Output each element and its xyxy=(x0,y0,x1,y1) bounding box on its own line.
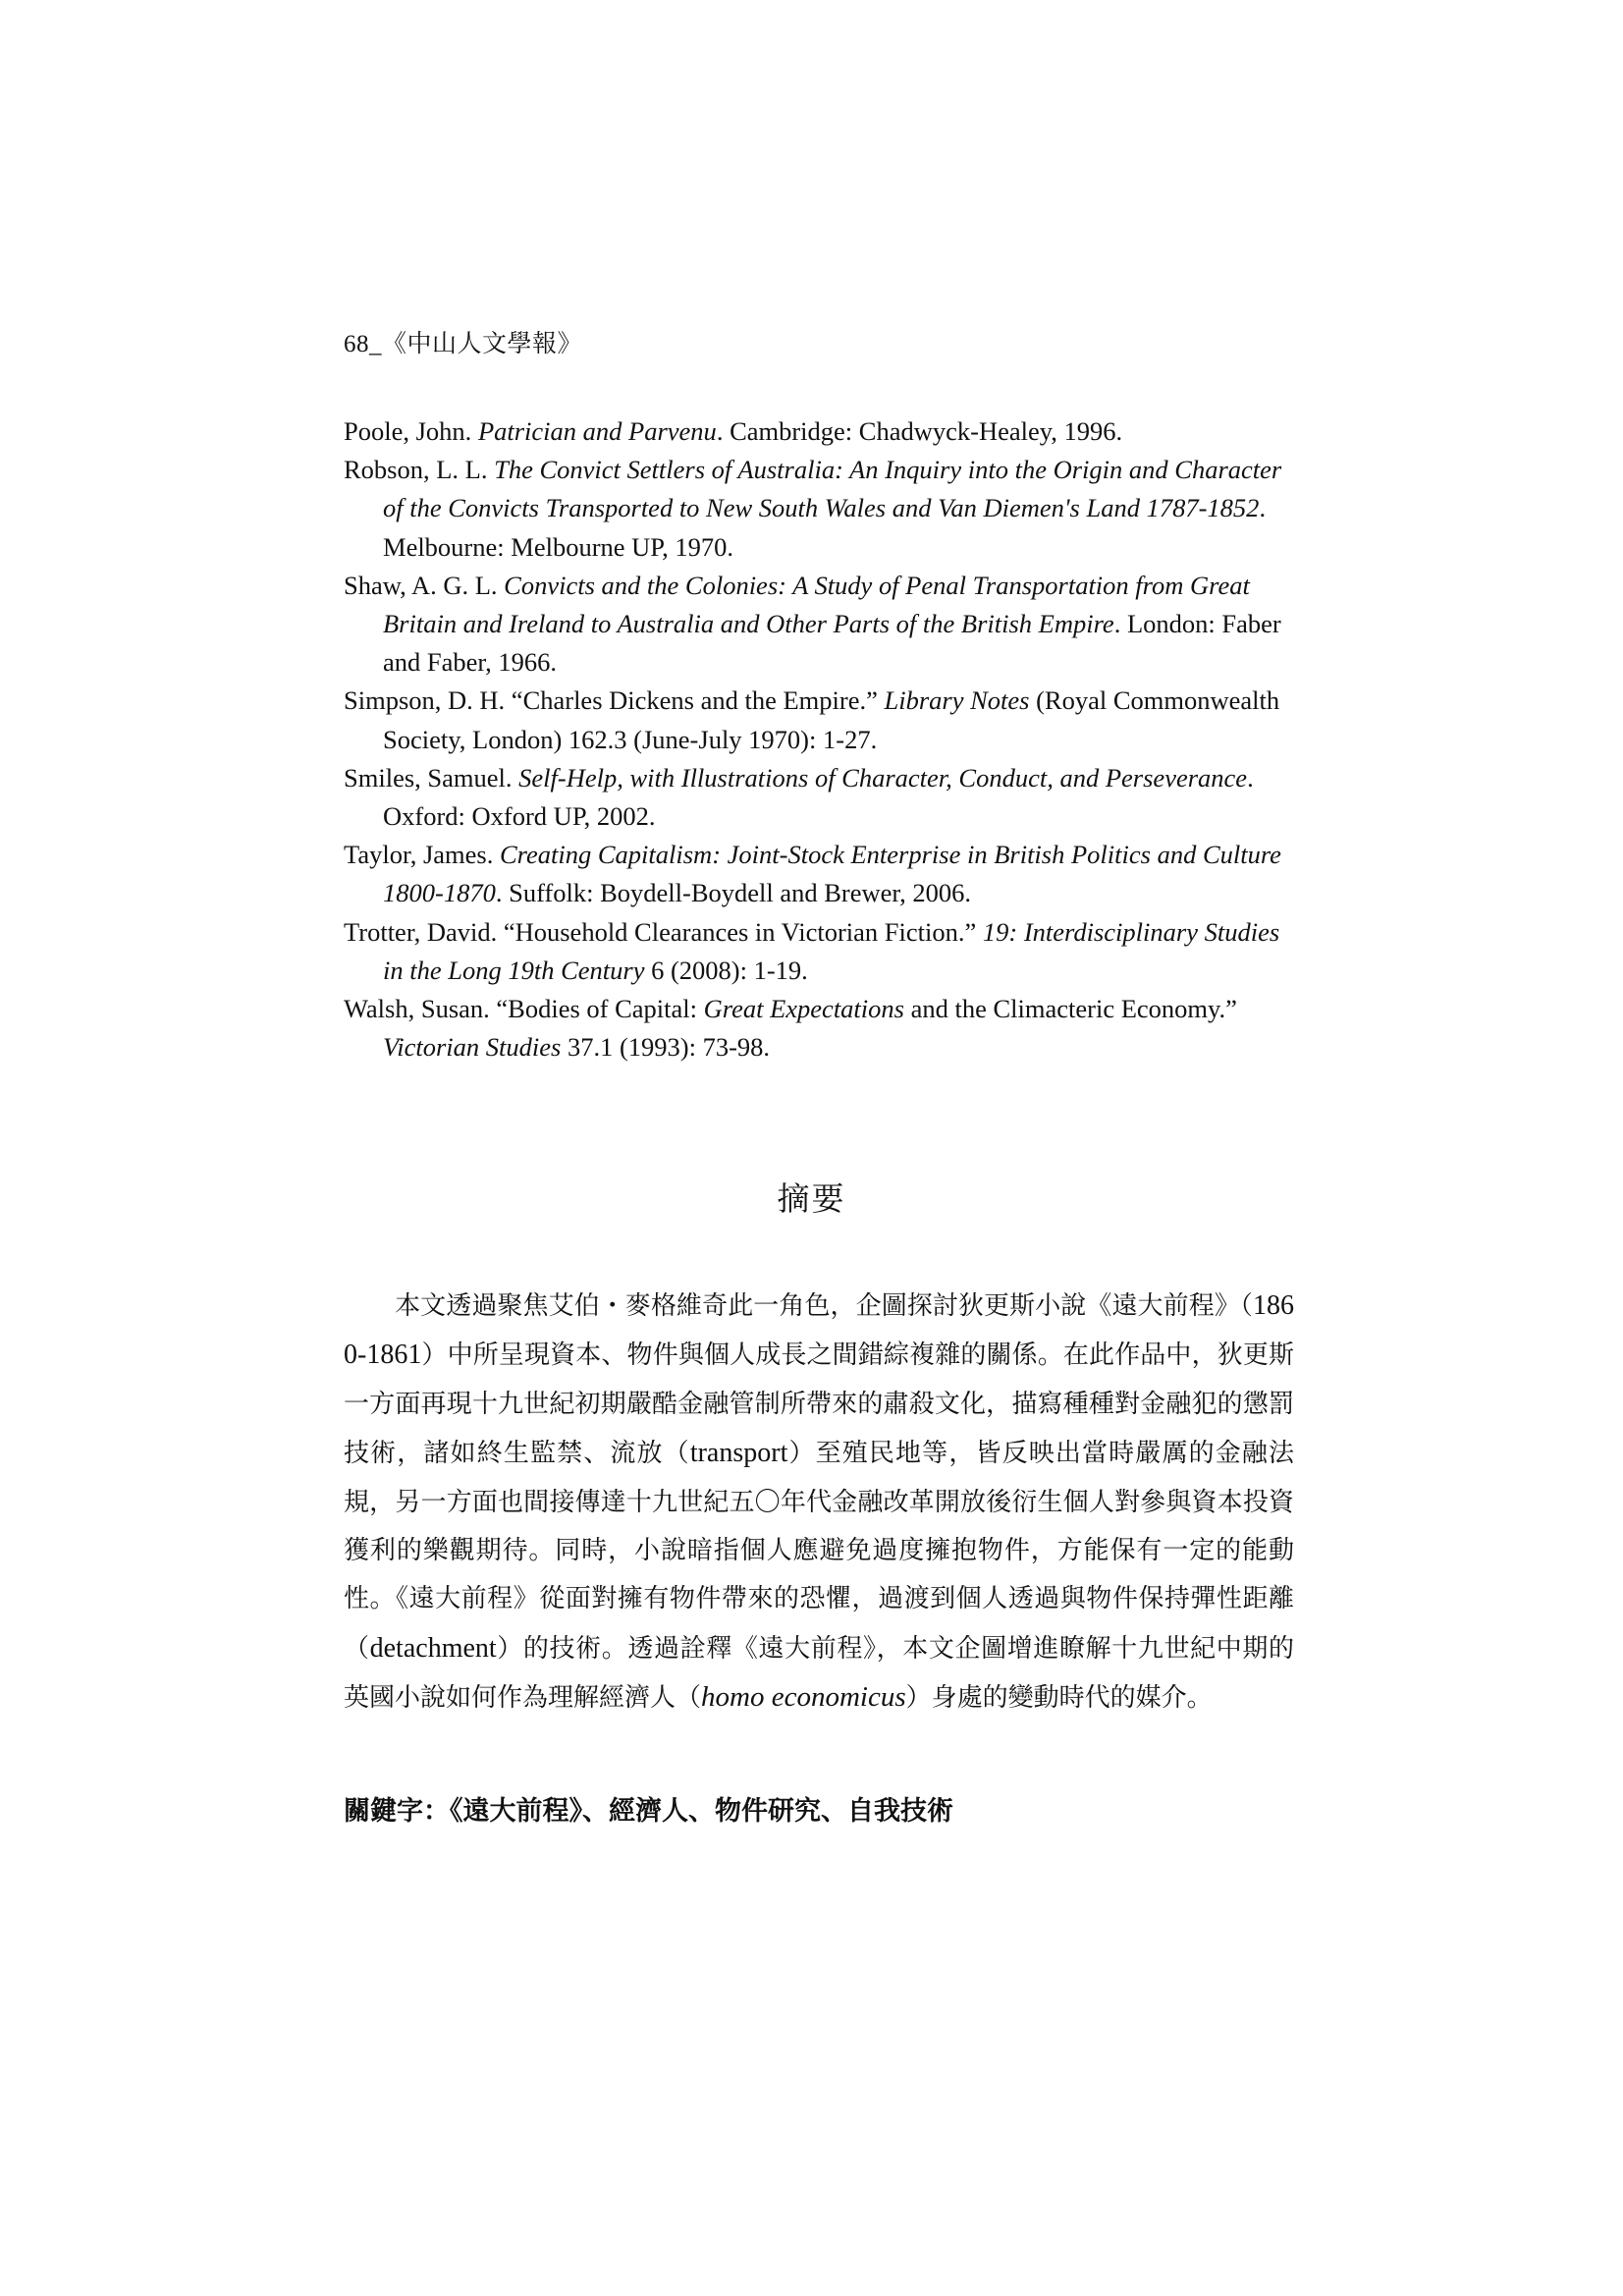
reference-entry xyxy=(344,682,1286,758)
ref-title: Convicts and the Colonies: A Study of Penal Transportation from Great Britain and Ireland to Australia and Other Parts of the British Empire xyxy=(383,570,1250,639)
ref-publication: . Melbourne: Melbourne UP, 1970. xyxy=(383,493,1267,562)
abstract-text: 本文透過聚焦艾伯・麥格維奇此一角色，企圖探討狄更斯小說《遠大前程》（ xyxy=(395,1291,1253,1321)
ref-author: Trotter, David. “Household Clearances in Victorian Fiction.” xyxy=(344,916,977,947)
reference-list xyxy=(344,412,1286,1066)
ref-journal: Victorian Studies xyxy=(383,1032,562,1063)
abstract-text: ）至殖民地等，皆反映出當時嚴厲的金融法規，另一方面也間接傳達十九世紀五〇年代金融改革開放後衍生個人對參與資本投資獲利的樂觀期待。同時，小說暗指個人應避免過度擁抱物件，方能保有一定的能動性。《遠大前程》從面對擁有物件帶來的恐懼，過渡到個人透過與物件保持彈性距離（ xyxy=(344,1439,1294,1664)
abstract-years: 1860-1861 xyxy=(344,1290,1294,1371)
ref-author: Poole, John. xyxy=(344,416,472,446)
abstract-text: ）中所呈現資本、物件與個人成長之間錯綜複雜的關係。在此作品中，狄更斯一方面再現十九世紀初期嚴酷金融管制所帶來的肅殺文化，描寫種種對金融犯的懲罰技術，諸如終生監禁、流放（ xyxy=(344,1340,1294,1469)
ref-publication: 6 (2008): 1-19. xyxy=(644,955,808,985)
ref-title: The Convict Settlers of Australia: An Inquiry into the Origin and Character of the Convicts Transported to New South Wales and Van Diemen's Land 1787-1852 xyxy=(383,455,1282,523)
ref-title: 19: Interdisciplinary Studies in the Long 19th Century xyxy=(383,916,1280,985)
abstract-term: transport xyxy=(689,1438,788,1469)
ref-author: Simpson, D. H. “Charles Dickens and the Empire.” xyxy=(344,685,878,716)
reference-entry xyxy=(344,990,1286,1066)
ref-author: Robson, L. L. xyxy=(344,455,488,485)
ref-title: Creating Capitalism: Joint-Stock Enterprise in British Politics and Culture 1800-1870 xyxy=(383,840,1281,908)
reference-entry xyxy=(344,759,1286,836)
ref-title: Library Notes xyxy=(884,685,1030,716)
ref-publication: 37.1 (1993): 73-98. xyxy=(561,1032,771,1063)
abstract-paragraph xyxy=(344,1282,1294,1723)
reference-entry xyxy=(344,451,1286,567)
keywords-line: 關鍵字：《遠大前程》、經濟人、物件研究、自我技術 xyxy=(344,1796,953,1827)
ref-author: Taylor, James. xyxy=(344,840,494,870)
ref-title: Self-Help, with Illustrations of Character, Conduct, and Perseverance xyxy=(518,762,1248,793)
reference-entry xyxy=(344,836,1286,912)
abstract-term: detachment xyxy=(369,1632,497,1664)
ref-publication: . Suffolk: Boydell-Boydell and Brewer, 2006. xyxy=(495,878,972,908)
ref-publication: . London: Faber and Faber, 1966. xyxy=(383,609,1281,678)
ref-author: Walsh, Susan. “Bodies of Capital: xyxy=(344,994,697,1024)
ref-title: Great Expectations xyxy=(703,994,904,1024)
abstract-term-italic: homo economicus xyxy=(701,1681,906,1714)
abstract-text: ）身處的變動時代的媒介。 xyxy=(905,1683,1213,1714)
ref-title: Patrician and Parvenu xyxy=(477,416,717,446)
abstract-heading: 摘要 xyxy=(777,1179,846,1218)
abstract-text: ）的技術。透過詮釋《遠大前程》，本文企圖增進瞭解十九世紀中期的英國小說如何作為理解經濟人（ xyxy=(344,1633,1294,1714)
ref-publication: . Cambridge: Chadwyck-Healey, 1996. xyxy=(716,416,1123,446)
reference-entry xyxy=(344,412,1286,451)
ref-publication: and the Climacteric Economy.” xyxy=(903,994,1237,1024)
ref-publication: . Oxford: Oxford UP, 2002. xyxy=(383,762,1254,832)
reference-entry xyxy=(344,567,1286,683)
ref-publication: (Royal Commonwealth Society, London) 162.3 (June-July 1970): 1-27. xyxy=(383,685,1280,754)
reference-entry xyxy=(344,913,1286,990)
running-head: 68_《中山人文學報》 xyxy=(344,331,583,357)
ref-author: Shaw, A. G. L. xyxy=(344,570,498,600)
ref-author: Smiles, Samuel. xyxy=(344,762,513,793)
